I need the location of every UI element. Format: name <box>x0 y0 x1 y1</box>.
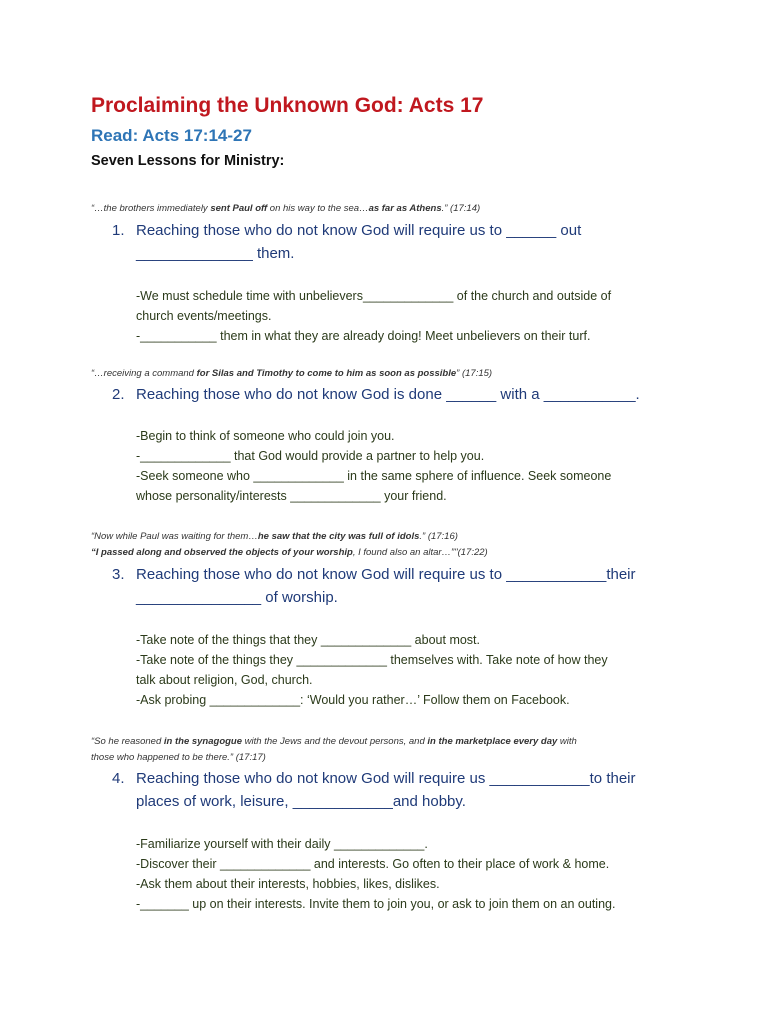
quote-text: , I found also an altar…”"(17:22) <box>352 547 488 558</box>
lesson-number: 3. <box>112 566 125 583</box>
lesson-line: places of work, leisure, ____________and hobby. <box>136 793 466 810</box>
note-line: -Take note of the things they _____________ themselves with. Take note of how they <box>136 653 608 667</box>
quote-text: “…receiving a command <box>91 368 197 379</box>
quote-text: “…the brothers immediately <box>91 203 211 214</box>
lesson-line: _______________ of worship. <box>136 589 338 606</box>
lesson-text <box>136 563 696 609</box>
section-subtitle: Seven Lessons for Ministry: <box>91 153 285 169</box>
lesson-number: 2. <box>112 386 125 403</box>
note-line: -Familiarize yourself with their daily _____________. <box>136 837 428 851</box>
lesson-2-notes <box>136 426 696 506</box>
quote-emphasis: he saw that the city was full of idols <box>257 531 420 542</box>
quote-emphasis: for Silas and Timothy to come to him as soon as possible <box>196 368 457 379</box>
quote-emphasis: sent Paul off <box>210 203 268 214</box>
lesson-number: 1. <box>112 222 125 239</box>
note-line: -Discover their _____________ and interests. Go often to their place of work & home. <box>136 857 610 871</box>
lesson-text <box>136 767 696 813</box>
note-line: -Begin to think of someone who could join you. <box>136 429 395 443</box>
lesson-number: 4. <box>112 770 125 787</box>
quote-emphasis: “I passed along and observed the objects of your worship <box>91 547 353 558</box>
quote-emphasis: as far as Athens <box>368 203 442 214</box>
lesson-line: ______________ them. <box>136 245 295 262</box>
lesson-text <box>136 383 696 406</box>
page-title: Proclaiming the Unknown God: Acts 17 <box>91 94 484 117</box>
reading-reference: Read: Acts 17:14-27 <box>91 126 252 145</box>
quote-text: .” (17:16) <box>419 531 458 542</box>
lesson-3-notes <box>136 630 696 710</box>
lesson-text <box>136 219 696 265</box>
note-line: -Take note of the things that they _____________ about most. <box>136 633 481 647</box>
note-line: talk about religion, God, church. <box>136 673 313 687</box>
note-line: -_____________ that God would provide a partner to help you. <box>136 449 485 463</box>
note-line: -Seek someone who _____________ in the same sphere of influence. Seek someone <box>136 469 612 483</box>
note-line: church events/meetings. <box>136 309 272 323</box>
lesson-line: Reaching those who do not know God will require us to ____________their <box>136 566 636 583</box>
lesson-1-notes <box>136 286 696 346</box>
quote-text: with <box>557 736 577 747</box>
quote-text: ” (17:15) <box>456 368 493 379</box>
note-line: -We must schedule time with unbelievers_____________ of the church and outside of <box>136 289 612 303</box>
note-line: whose personality/interests _____________ your friend. <box>136 489 447 503</box>
note-line: -Ask them about their interests, hobbies, likes, dislikes. <box>136 877 440 891</box>
quote-text: “So he reasoned <box>91 736 164 747</box>
quote-text: “Now while Paul was waiting for them… <box>91 531 258 542</box>
note-line: -_______ up on their interests. Invite them to join you, or ask to join them on an outing. <box>136 897 616 911</box>
quote-text: on his way to the sea… <box>267 203 369 214</box>
quote-text: with the Jews and the devout persons, and <box>242 736 428 747</box>
scripture-quote-4 <box>91 736 577 747</box>
scripture-quote-3a <box>91 531 458 542</box>
lesson-4-notes <box>136 834 696 914</box>
lesson-line: Reaching those who do not know God will require us to ______ out <box>136 222 582 239</box>
quote-emphasis: in the synagogue <box>163 736 243 747</box>
quote-text: .” (17:14) <box>441 203 481 214</box>
note-line: -Ask probing _____________: ‘Would you rather…’ Follow them on Facebook. <box>136 693 570 707</box>
scripture-quote-3b <box>91 547 488 558</box>
scripture-quote-4-cont: those who happened to be there.” (17:17) <box>91 752 266 763</box>
lesson-line: Reaching those who do not know God is done ______ with a ___________. <box>136 386 640 403</box>
quote-emphasis: in the marketplace every day <box>427 736 558 747</box>
lesson-line: Reaching those who do not know God will require us ____________to their <box>136 770 636 787</box>
scripture-quote-2 <box>91 368 492 379</box>
note-line: -___________ them in what they are already doing! Meet unbelievers on their turf. <box>136 329 591 343</box>
scripture-quote-1 <box>91 203 480 214</box>
